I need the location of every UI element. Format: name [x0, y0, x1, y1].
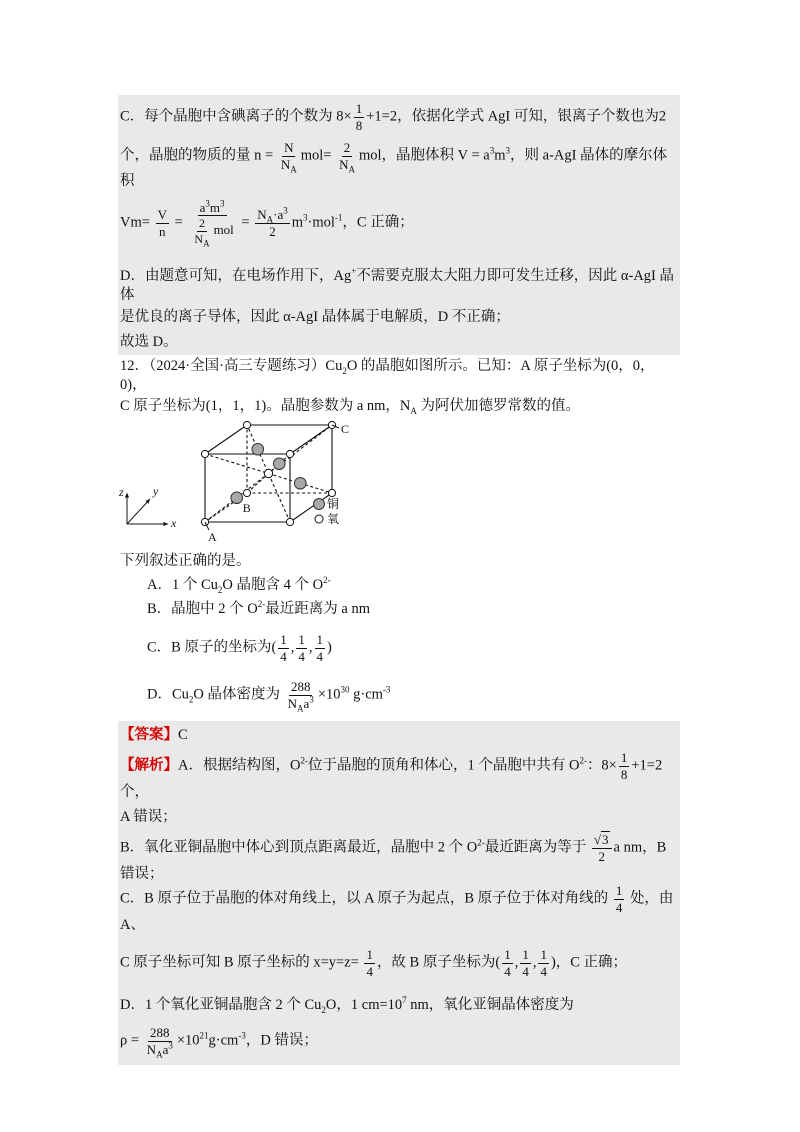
text-run: ×10 — [317, 686, 341, 703]
text-run: 4 — [540, 964, 547, 979]
text-run: m — [291, 214, 304, 231]
y-axis-label: y — [153, 484, 159, 499]
text-line — [118, 750, 680, 801]
text-run: 4 — [316, 648, 324, 664]
superscript: 3 — [309, 694, 314, 705]
text-run: 处，由 A、 — [120, 890, 678, 933]
superscript: 2- — [323, 575, 331, 586]
text-run: 是优良的离子导体，因此 α-AgI 晶体属于电解质，D 不正确； — [120, 308, 510, 325]
superscript: 2- — [300, 756, 308, 766]
text-run: ) — [327, 639, 332, 656]
text-run: , — [514, 954, 519, 971]
text-run: 1 — [504, 947, 511, 963]
line-content — [120, 832, 680, 883]
text-line — [118, 330, 680, 355]
fraction-denominator — [337, 157, 357, 173]
fraction-denominator — [192, 231, 211, 249]
text-run: n — [159, 223, 166, 239]
text-run: 最近距离为等于 — [484, 839, 590, 856]
legend-copper-swatch — [314, 499, 325, 510]
text-run: B．氧化亚铜晶胞中体心到顶点距离最近，晶胞中 2 个 O — [120, 839, 478, 856]
oxygen-atom-center — [264, 470, 272, 478]
superscript: 3 — [205, 198, 210, 209]
text-run: N — [146, 1042, 157, 1057]
superscript: -1 — [334, 212, 343, 223]
line-content — [120, 397, 580, 416]
text-run: )，C 正确； — [550, 954, 628, 971]
fraction-numerator — [278, 632, 289, 649]
superscript: 2- — [257, 599, 266, 610]
text-run: mol，晶胞体积 V = a — [358, 147, 490, 164]
text-run: 1 — [316, 632, 324, 648]
fraction — [619, 750, 630, 782]
text-run: N — [194, 231, 204, 246]
fraction — [502, 947, 513, 979]
subscript: 2 — [321, 1004, 326, 1015]
text-run: ·mol — [307, 214, 335, 231]
superscript: 2- — [477, 838, 485, 849]
cube-edge — [290, 493, 332, 522]
line-content — [147, 679, 391, 714]
text-run: B．晶胞中 2 个 O — [147, 601, 258, 618]
superscript: 21 — [199, 1031, 209, 1041]
copper-atom — [273, 458, 285, 470]
line-content — [120, 140, 680, 191]
text-run: C．B 原子的坐标为( — [147, 639, 277, 656]
text-run: nm，氧化亚铜晶体密度为 — [406, 997, 574, 1014]
subscript: A — [297, 703, 304, 714]
fraction — [188, 198, 235, 249]
text-line — [118, 95, 680, 140]
line-content — [147, 600, 370, 619]
text-run: ×10 — [176, 1032, 200, 1049]
fraction-numerator — [520, 947, 531, 964]
text-run: 1 — [366, 947, 373, 963]
fraction-denominator — [296, 649, 307, 665]
cu2o-unit-cell-figure — [115, 419, 355, 548]
text-line — [118, 674, 680, 716]
text-run: 4 — [615, 900, 623, 916]
label-point-c: C — [341, 422, 350, 437]
text-line — [118, 548, 680, 574]
superscript: -3 — [238, 1031, 246, 1041]
fraction — [354, 101, 365, 133]
line-content — [120, 198, 414, 249]
fraction-denominator — [619, 767, 630, 783]
superscript: 3 — [505, 145, 511, 156]
text-run: 最近距离为 a nm — [265, 601, 370, 618]
text-run: N — [287, 695, 298, 711]
fraction — [286, 679, 316, 714]
oxygen-atom — [328, 490, 335, 497]
fraction-numerator — [289, 679, 313, 696]
text-run: ，C 正确； — [342, 214, 414, 231]
text-run: 1 — [620, 750, 628, 766]
fraction-denominator — [279, 157, 299, 173]
text-run: +1=2，依据化学式 AgI 可知，银离子个数也为2 — [366, 108, 667, 125]
answer-label: 【解析】 — [120, 757, 178, 774]
subscript: A — [290, 164, 297, 175]
fraction-denominator — [354, 118, 365, 134]
z-axis-head — [125, 493, 129, 498]
line-content — [120, 808, 177, 827]
subscript: A — [348, 164, 355, 175]
superscript: 3 — [489, 145, 495, 156]
text-run: D．1 个氧化亚铜晶胞含 2 个 Cu — [120, 997, 322, 1014]
subscript: 2 — [342, 365, 347, 376]
subscript: 2 — [217, 585, 223, 596]
line-content — [120, 750, 680, 801]
text-run: g·cm — [349, 686, 383, 703]
radicand: 3 — [602, 832, 609, 848]
cube-edge — [290, 425, 332, 454]
text-run: , — [308, 639, 313, 656]
fraction-denominator — [596, 849, 607, 865]
text-run: Vm= — [120, 214, 154, 231]
legend-oxygen-swatch — [315, 515, 323, 523]
superscript: 7 — [402, 995, 407, 1006]
oxygen-atom — [201, 451, 208, 458]
fraction — [538, 947, 549, 979]
copper-atom — [231, 492, 243, 504]
text-run: 288 — [290, 679, 311, 695]
line-content — [120, 1025, 318, 1060]
text-run: O 晶体密度为 — [193, 686, 284, 703]
text-run: m — [209, 199, 221, 215]
oxygen-atom — [243, 490, 250, 497]
text-line — [118, 993, 680, 1019]
text-line — [118, 574, 680, 597]
oxygen-atom — [286, 451, 293, 458]
fraction-numerator — [538, 947, 549, 964]
text-line — [118, 883, 680, 934]
text-run: g·cm — [208, 1032, 239, 1049]
legend-oxygen-label: 氧 — [327, 512, 340, 527]
fraction-denominator — [315, 649, 326, 665]
superscript: 30 — [340, 684, 350, 695]
line-content — [147, 576, 331, 595]
fraction-numerator — [502, 947, 513, 964]
text-run: 1 — [615, 883, 623, 899]
fraction — [145, 1025, 175, 1060]
fraction-numerator — [364, 947, 375, 964]
fraction-numerator — [296, 632, 307, 649]
subscript: A — [156, 1049, 163, 1060]
text-run: O 的晶胞如图所示。已知：A 原子坐标为(0，0，0)， — [120, 357, 655, 393]
text-run: 1 — [522, 947, 529, 963]
text-run: 不需要克服太大阻力即可发生迁移，因此 α-AgI 晶体 — [120, 268, 675, 303]
fraction — [614, 883, 625, 915]
fraction — [279, 140, 299, 175]
text-run: C 原子坐标可知 B 原子坐标的 x=y=z= — [120, 954, 363, 971]
question-12 — [118, 357, 680, 420]
text-run: N — [257, 206, 267, 222]
text-line — [118, 801, 680, 832]
fraction-numerator — [148, 1025, 172, 1042]
x-axis-label: x — [171, 516, 177, 531]
superscript: 3 — [283, 205, 288, 216]
text-run: O 晶胞含 4 个 O — [222, 577, 324, 594]
text-run: = — [170, 214, 187, 231]
x-axis-head — [163, 522, 168, 526]
text-run: ·a — [273, 206, 284, 222]
cube-edge — [205, 425, 247, 454]
square-root — [594, 831, 610, 847]
fraction — [255, 207, 290, 239]
label-point-a: A — [208, 530, 217, 545]
y-axis — [127, 499, 150, 524]
text-line — [118, 267, 680, 305]
crystal-cell-diagram — [118, 419, 680, 548]
fraction — [278, 632, 289, 664]
text-run: C．B 原子位于晶胞的体对角线上，以 A 原子为起点，B 原子位于体对角线的 — [120, 890, 612, 907]
text-run: = — [237, 214, 254, 231]
fraction-denominator — [502, 964, 513, 980]
text-run: ，D 错误； — [245, 1032, 318, 1049]
text-run: mol — [213, 222, 234, 238]
line-content — [120, 726, 188, 745]
superscript: 3 — [168, 1040, 173, 1051]
text-line — [118, 1019, 680, 1065]
text-run: 为阿伏加德罗常数的值。 — [416, 398, 581, 415]
text-run: mol= — [300, 147, 336, 164]
radical-sign: √ — [593, 832, 602, 848]
line-content — [120, 947, 627, 979]
text-run: 1 — [355, 101, 363, 117]
text-run: 2 — [198, 216, 205, 231]
superscript: 3 — [220, 198, 225, 209]
text-run: 位于晶胞的顶角和体心，1 个晶胞中共有 O — [307, 757, 580, 774]
text-run: 2 — [598, 849, 605, 865]
fraction-denominator — [145, 1042, 175, 1058]
line-content — [120, 308, 510, 327]
text-run: m — [494, 147, 506, 164]
text-run: ：8× — [586, 757, 617, 774]
fraction-denominator — [278, 649, 289, 665]
line-content — [120, 357, 680, 395]
text-run: N — [284, 140, 294, 155]
text-line — [118, 622, 680, 674]
text-run: ρ = — [120, 1032, 143, 1049]
text-run: D．Cu — [147, 686, 189, 703]
text-run: 4 — [298, 648, 305, 664]
fraction-numerator — [342, 140, 353, 157]
fraction-denominator — [286, 696, 316, 712]
fraction-denominator — [520, 964, 531, 980]
fraction-numerator — [255, 207, 290, 224]
text-run: O，1 cm=10 — [325, 997, 403, 1014]
answer-analysis-block — [118, 721, 680, 1064]
text-line — [118, 832, 680, 883]
fraction-denominator — [157, 224, 168, 240]
text-run: a — [303, 695, 310, 711]
text-run: 4 — [522, 964, 529, 979]
fraction-denominator — [188, 216, 235, 249]
line-content — [120, 552, 251, 571]
text-run: 12．（2024·全国·高三专题练习）Cu — [120, 357, 343, 374]
line-content — [120, 333, 178, 352]
text-line — [118, 140, 680, 191]
subscript: A — [266, 214, 274, 225]
text-run: V — [157, 206, 167, 222]
superscript: 3 — [303, 212, 308, 223]
text-run: a — [162, 1042, 169, 1057]
question-options — [118, 548, 680, 716]
fraction — [592, 832, 612, 864]
fraction-numerator — [197, 216, 207, 231]
legend-copper-label: 铜 — [327, 497, 340, 512]
text-run: ，则 a-AgI 晶体的摩尔体积 — [120, 147, 668, 190]
subscript: 2 — [188, 694, 194, 705]
fraction — [520, 947, 531, 979]
text-line — [118, 721, 680, 750]
line-content — [120, 883, 680, 934]
text-run: 2 — [269, 223, 276, 239]
fraction-denominator — [538, 964, 549, 980]
subscript: A — [410, 406, 417, 417]
text-run: +1=2 个， — [120, 757, 666, 800]
fraction — [296, 632, 307, 664]
text-run: A．1 个 Cu — [147, 577, 218, 594]
text-run: 8 — [355, 118, 363, 133]
text-run: C 原子坐标为(1，1，1)。晶胞参数为 a nm，N — [120, 398, 411, 415]
copper-atom — [252, 444, 264, 456]
text-run: 2 — [343, 140, 351, 155]
z-axis-label: z — [119, 485, 124, 500]
text-run: 4 — [504, 964, 511, 979]
text-run: D．由题意可知，在电场作用下，Ag — [120, 268, 352, 285]
fraction-numerator — [282, 140, 295, 157]
superscript: 2- — [579, 756, 587, 766]
fraction-denominator — [267, 224, 278, 240]
text-run: C — [178, 727, 188, 744]
text-run: 1 — [540, 947, 547, 963]
fraction-denominator — [614, 900, 625, 916]
fraction-numerator — [592, 832, 612, 849]
text-run: , — [290, 639, 295, 656]
text-run: C．每个晶胞中含碘离子的个数为 8× — [120, 108, 352, 125]
subscript: A — [203, 238, 210, 249]
line-content — [120, 267, 680, 305]
fraction — [364, 947, 375, 979]
text-run: 1 — [280, 632, 287, 648]
fraction-numerator — [156, 207, 169, 224]
line-content — [120, 996, 574, 1015]
fraction-numerator — [619, 750, 630, 767]
superscript: + — [351, 266, 357, 277]
text-line — [118, 597, 680, 622]
text-run: N — [339, 156, 349, 172]
fraction-numerator — [614, 883, 625, 900]
text-line — [118, 394, 680, 419]
fraction-numerator — [315, 632, 326, 649]
fraction — [192, 216, 211, 249]
superscript: -3 — [382, 684, 391, 695]
text-run: 故选 D。 — [120, 333, 178, 350]
text-run: a nm，B 错误； — [120, 839, 670, 882]
text-line — [118, 357, 680, 395]
oxygen-atom — [286, 519, 293, 526]
text-run: 个，晶胞的物质的量 n = — [120, 147, 277, 164]
text-run: 4 — [280, 648, 287, 664]
fraction-denominator — [364, 964, 375, 980]
text-run: 1 — [298, 632, 305, 648]
text-run: 4 — [366, 964, 373, 979]
previous-analysis-block — [118, 95, 680, 355]
line-content — [120, 101, 666, 133]
copper-atom — [294, 478, 306, 490]
text-run: , — [532, 954, 537, 971]
text-run: ，故 B 原子坐标为( — [376, 954, 501, 971]
text-line — [118, 305, 680, 330]
fraction — [337, 140, 357, 175]
fraction — [156, 207, 169, 239]
fraction — [315, 632, 326, 664]
text-line — [118, 191, 680, 255]
text-line — [118, 935, 680, 993]
text-run: A．根据结构图，O — [178, 757, 301, 774]
text-run: 8 — [620, 767, 628, 782]
text-run: N — [280, 156, 291, 172]
text-run: a — [199, 199, 206, 215]
fraction-numerator — [198, 200, 227, 217]
label-point-b: B — [242, 501, 251, 516]
text-run: 下列叙述正确的是。 — [120, 552, 251, 569]
answer-label: 【答案】 — [120, 727, 178, 744]
text-run: A 错误； — [120, 808, 177, 825]
fraction-numerator — [354, 101, 365, 118]
text-run: 288 — [150, 1025, 170, 1041]
line-content — [147, 632, 332, 664]
oxygen-atom — [243, 422, 250, 429]
